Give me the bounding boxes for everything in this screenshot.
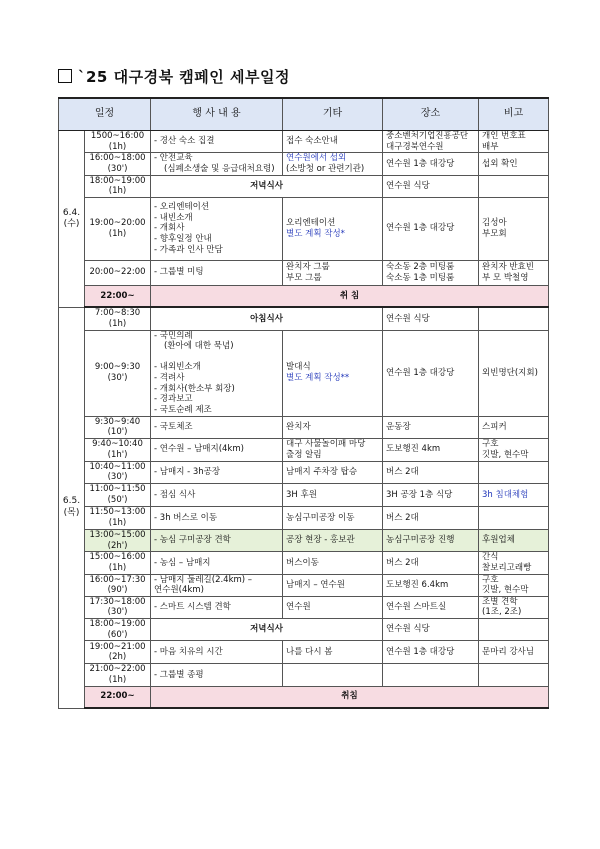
etc-line: (소방청 or 관련기관)	[286, 163, 365, 174]
meal-cell: 아침식사	[151, 307, 383, 330]
event-cell	[151, 530, 283, 552]
place-cell	[383, 507, 479, 530]
note-line: 깃발, 현수막	[482, 585, 529, 596]
note-line: 부모회	[482, 228, 507, 239]
date-label: 6.5.	[62, 496, 81, 507]
table-row	[59, 307, 549, 330]
note-line: 조별 견학	[482, 596, 518, 607]
event-line: - 향후일정 안내	[154, 234, 212, 245]
place-cell	[383, 484, 479, 507]
table-row	[59, 416, 549, 438]
place-line: 연수원 스마트실	[386, 602, 447, 613]
duration: (1h)	[108, 186, 127, 197]
time-cell	[85, 619, 151, 641]
place-line: 연수원 1층 대강당	[386, 223, 455, 234]
event-cell	[151, 416, 283, 438]
time-range: 9:00~9:30	[94, 362, 141, 373]
place-cell	[383, 619, 479, 641]
place-cell	[383, 438, 479, 461]
place-line: 연수원 식당	[386, 180, 430, 191]
table-row	[59, 175, 549, 197]
event-line: - 농심 – 남매지	[154, 557, 211, 568]
table-row	[59, 641, 549, 664]
time-cell	[85, 484, 151, 507]
date-label: 6.4.	[62, 207, 81, 218]
time-cell	[85, 664, 151, 686]
event-line: - 스마트 시스템 견학	[154, 602, 231, 613]
table-row	[59, 461, 549, 483]
note-line: 섭외 확인	[482, 158, 518, 169]
event-line: - 경산 숙소 집결	[154, 136, 215, 147]
etc-cell	[283, 507, 383, 530]
sleep-label: 취 침	[151, 285, 549, 307]
note-line: 개인 번호표	[482, 131, 526, 141]
note-cell	[479, 461, 549, 483]
place-cell	[383, 153, 479, 175]
place-cell	[383, 175, 479, 197]
place-line: 대구경북연수원	[386, 141, 444, 152]
note-line: 찰보리고래빵	[482, 562, 532, 573]
time-range: 9:30~9:40	[94, 416, 141, 427]
table-row	[59, 507, 549, 530]
time-cell	[85, 153, 151, 175]
time-range: 11:00~11:50	[89, 484, 146, 495]
note-line: 부 모 박철영	[482, 272, 529, 283]
etc-highlight: 연수원에서 섭외	[286, 153, 347, 164]
event-line: - 가족과 인사 만담	[154, 244, 223, 255]
place-cell	[383, 552, 479, 574]
duration: (1h)	[108, 674, 127, 685]
event-line: - 그룹별 미팅	[154, 267, 204, 278]
etc-line: 접수 숙소안내	[286, 136, 338, 147]
event-line: (환아에 대한 묵념)	[164, 341, 234, 352]
event-line: - 오리엔테이션	[154, 202, 210, 213]
note-line: 외빈명단(지회)	[482, 367, 538, 378]
sleep-row	[59, 686, 549, 708]
etc-cell	[283, 330, 383, 416]
time-cell	[85, 197, 151, 260]
time-cell	[85, 131, 151, 153]
time-range: 9:40~10:40	[92, 439, 143, 450]
etc-cell	[283, 530, 383, 552]
weekday-label: (목)	[63, 507, 80, 518]
sleep-label: 취침	[151, 686, 549, 708]
note-cell	[479, 484, 549, 507]
etc-line: 버스이동	[286, 557, 319, 568]
event-line: - 남매지 - 3h공장	[154, 467, 221, 478]
place-line: 운동장	[386, 421, 411, 432]
etc-cell	[283, 641, 383, 664]
note-cell	[479, 153, 549, 175]
etc-line: 완치자 그룹	[286, 262, 330, 273]
time-cell	[85, 530, 151, 552]
etc-cell	[283, 664, 383, 686]
etc-cell	[283, 484, 383, 507]
time-range: 20:00~22:00	[89, 267, 146, 278]
note-cell	[479, 530, 549, 552]
sleep-time: 22:00~	[85, 686, 151, 708]
time-range: 16:00~17:30	[89, 574, 146, 585]
event-line: - 남매지 둘레길(2.4km) –	[154, 574, 253, 585]
time-cell	[85, 175, 151, 197]
event-cell	[151, 131, 283, 153]
etc-line: 출정 알림	[286, 449, 322, 460]
duration: (30')	[107, 607, 128, 618]
place-cell	[383, 260, 479, 285]
header-place: 장소	[383, 98, 479, 131]
place-cell	[383, 197, 479, 260]
place-line: 연수원 1층 대강당	[386, 367, 455, 378]
etc-line: 발대식	[286, 362, 311, 373]
note-line: (1조, 2조)	[482, 607, 522, 618]
note-cell	[479, 596, 549, 618]
duration: (2h)	[108, 652, 127, 663]
date-cell	[59, 131, 85, 308]
event-cell	[151, 507, 283, 530]
time-cell	[85, 416, 151, 438]
weekday-label: (수)	[63, 218, 80, 229]
time-range: 10:40~11:00	[89, 461, 146, 472]
event-line: - 안전교육	[154, 153, 193, 164]
place-cell	[383, 416, 479, 438]
table-header-row	[59, 98, 549, 131]
place-line: 버스 2대	[386, 557, 419, 568]
place-line: 도보행진 6.4km	[386, 579, 449, 590]
duration: (10')	[107, 427, 128, 438]
place-cell	[383, 596, 479, 618]
time-range: 19:00~21:00	[89, 641, 146, 652]
etc-line: 나를 다시 봄	[286, 646, 333, 657]
event-line: - 개회사	[154, 223, 185, 234]
place-line: 도보행진 4km	[386, 444, 441, 455]
note-cell	[479, 260, 549, 285]
place-line: 숙소동 2층 미팅룸	[386, 262, 455, 273]
table-row	[59, 260, 549, 285]
note-cell	[479, 552, 549, 574]
note-cell	[479, 131, 549, 153]
etc-line: 완치자	[286, 421, 311, 432]
note-line: 배부	[482, 141, 499, 152]
note-line: 완치자 반효빈	[482, 262, 534, 273]
note-line: 문마리 강사님	[482, 646, 534, 657]
etc-cell	[283, 197, 383, 260]
time-cell	[85, 596, 151, 618]
time-range: 13:00~15:00	[89, 530, 146, 540]
place-line: 농심구미공장 진행	[386, 535, 455, 546]
etc-line: 남매지 주차장 탑승	[286, 467, 358, 478]
time-range: 21:00~22:00	[89, 664, 146, 675]
event-line: - 연수원 – 남매지(4km)	[154, 444, 244, 455]
place-cell	[383, 131, 479, 153]
table-row	[59, 197, 549, 260]
table-row	[59, 552, 549, 574]
table-row	[59, 153, 549, 175]
header-event: 행 사 내 용	[151, 98, 283, 131]
time-range: 17:30~18:00	[89, 596, 146, 607]
checkbox-square-icon	[58, 69, 72, 83]
duration: (30')	[107, 163, 128, 174]
duration: (1h)	[108, 562, 127, 573]
place-line: 숙소동 1층 미팅룸	[386, 272, 455, 283]
note-line: 깃발, 현수막	[482, 449, 529, 460]
etc-cell	[283, 596, 383, 618]
etc-line: 3H 후원	[286, 489, 317, 500]
note-cell	[479, 330, 549, 416]
etc-cell	[283, 552, 383, 574]
table-row	[59, 131, 549, 153]
event-cell	[151, 664, 283, 686]
duration: (1h)	[108, 518, 127, 528]
etc-line: 남매지 – 연수원	[286, 579, 345, 590]
note-cell	[479, 197, 549, 260]
duration: (60')	[107, 629, 128, 640]
event-line: - 그룹별 종평	[154, 669, 204, 680]
duration: (30')	[107, 373, 128, 383]
place-cell	[383, 641, 479, 664]
etc-line: 공장 현장 - 홍보관	[286, 535, 355, 546]
place-cell	[383, 330, 479, 416]
meal-cell: 저녁식사	[151, 619, 383, 641]
etc-line: 오리엔테이션	[286, 218, 336, 229]
etc-line: 대구 사물놀이패 마당	[286, 439, 366, 450]
event-line: - 내외빈소개	[154, 362, 201, 373]
time-cell	[85, 438, 151, 461]
event-cell	[151, 596, 283, 618]
duration: (90')	[107, 585, 128, 596]
time-range: 7:00~8:30	[94, 308, 141, 319]
table-row	[59, 330, 549, 416]
note-line: 구호	[482, 574, 499, 585]
duration: (1h)	[108, 318, 127, 329]
note-line: 김성아	[482, 218, 507, 229]
time-range: 11:50~13:00	[89, 507, 146, 518]
duration: (1h')	[107, 449, 128, 460]
event-cell	[151, 330, 283, 416]
etc-line: 연수원	[286, 602, 311, 613]
etc-cell	[283, 131, 383, 153]
event-cell	[151, 574, 283, 596]
note-cell	[479, 307, 549, 330]
event-line: (심폐소생술 및 응급대처요령)	[164, 163, 275, 174]
note-line: 후원업체	[482, 535, 515, 546]
note-cell	[479, 438, 549, 461]
time-cell	[85, 552, 151, 574]
etc-highlight: 별도 계획 작성**	[286, 373, 350, 383]
table-row	[59, 530, 549, 552]
place-line: 버스 2대	[386, 467, 419, 478]
sleep-time: 22:00~	[85, 285, 151, 307]
note-highlight: 3h 침대체험	[482, 489, 529, 500]
event-cell	[151, 153, 283, 175]
note-line: 구호	[482, 439, 499, 450]
event-line: - 격려사	[154, 373, 185, 383]
table-row	[59, 596, 549, 618]
time-cell	[85, 574, 151, 596]
table-row	[59, 574, 549, 596]
duration: (1h)	[108, 228, 127, 239]
event-line: - 마음 치유의 시간	[154, 646, 223, 657]
time-cell	[85, 641, 151, 664]
note-cell	[479, 619, 549, 641]
event-line: - 국민의례	[154, 330, 193, 341]
header-schedule: 일정	[59, 98, 151, 131]
place-line: 중소벤처기업진흥공단	[386, 131, 469, 141]
place-line: 버스 2대	[386, 512, 419, 523]
etc-cell	[283, 574, 383, 596]
time-range: 15:00~16:00	[89, 552, 146, 563]
note-cell	[479, 664, 549, 686]
etc-cell	[283, 153, 383, 175]
note-cell	[479, 574, 549, 596]
note-line: 스피커	[482, 421, 507, 432]
event-line: - 국토체조	[154, 421, 193, 432]
time-range: 18:00~19:00	[89, 175, 146, 186]
place-cell	[383, 307, 479, 330]
sleep-row	[59, 285, 549, 307]
header-etc: 기타	[283, 98, 383, 131]
note-cell	[479, 507, 549, 530]
etc-line: 부모 그룹	[286, 272, 322, 283]
event-line: - 점심 식사	[154, 489, 196, 500]
event-cell	[151, 484, 283, 507]
page-title: `25 대구경북 캠페인 세부일정	[58, 66, 290, 87]
note-cell	[479, 641, 549, 664]
event-cell	[151, 461, 283, 483]
event-cell	[151, 438, 283, 461]
event-line: - 내빈소개	[154, 212, 193, 223]
table-row	[59, 438, 549, 461]
note-cell	[479, 416, 549, 438]
place-cell	[383, 530, 479, 552]
schedule-table	[58, 97, 549, 709]
date-cell	[59, 307, 85, 708]
place-line: 연수원 식당	[386, 313, 430, 324]
event-line: - 개회사(한소부 회장)	[154, 383, 235, 394]
note-line: 간식	[482, 552, 499, 563]
event-cell	[151, 197, 283, 260]
etc-line: 농심구미공장 이동	[286, 512, 355, 523]
time-cell	[85, 507, 151, 530]
place-cell	[383, 574, 479, 596]
event-cell	[151, 641, 283, 664]
header-note: 비고	[479, 98, 549, 131]
time-cell	[85, 461, 151, 483]
event-cell	[151, 260, 283, 285]
duration: (30')	[107, 472, 128, 483]
place-line: 연수원 1층 대강당	[386, 646, 455, 657]
note-cell	[479, 175, 549, 197]
time-range: 19:00~20:00	[89, 218, 146, 229]
table-row	[59, 664, 549, 686]
event-line: - 3h 버스로 이동	[154, 512, 218, 523]
etc-highlight: 별도 계획 작성*	[286, 228, 345, 239]
duration: (1h)	[108, 141, 127, 152]
place-cell	[383, 664, 479, 686]
etc-cell	[283, 461, 383, 483]
meal-cell: 저녁식사	[151, 175, 383, 197]
place-line: 3H 공장 1층 식당	[386, 489, 453, 500]
table-row	[59, 619, 549, 641]
etc-cell	[283, 416, 383, 438]
etc-cell	[283, 260, 383, 285]
time-cell	[85, 307, 151, 330]
time-range: 1500~16:00	[90, 131, 145, 141]
time-range: 16:00~18:00	[89, 153, 146, 164]
place-line: 연수원 식당	[386, 624, 430, 635]
time-cell	[85, 260, 151, 285]
place-line: 연수원 1층 대강당	[386, 158, 455, 169]
table-row	[59, 484, 549, 507]
time-cell	[85, 330, 151, 416]
time-range: 18:00~19:00	[89, 619, 146, 629]
event-line: - 국토순례 제조	[154, 404, 212, 415]
event-line: - 농심 구미공장 견학	[154, 535, 231, 546]
event-cell	[151, 552, 283, 574]
etc-cell	[283, 438, 383, 461]
event-line: 연수원(4km)	[154, 585, 204, 596]
duration: (2h')	[107, 540, 128, 551]
place-cell	[383, 461, 479, 483]
event-line: - 경과보고	[154, 394, 193, 405]
duration: (50')	[107, 495, 128, 505]
